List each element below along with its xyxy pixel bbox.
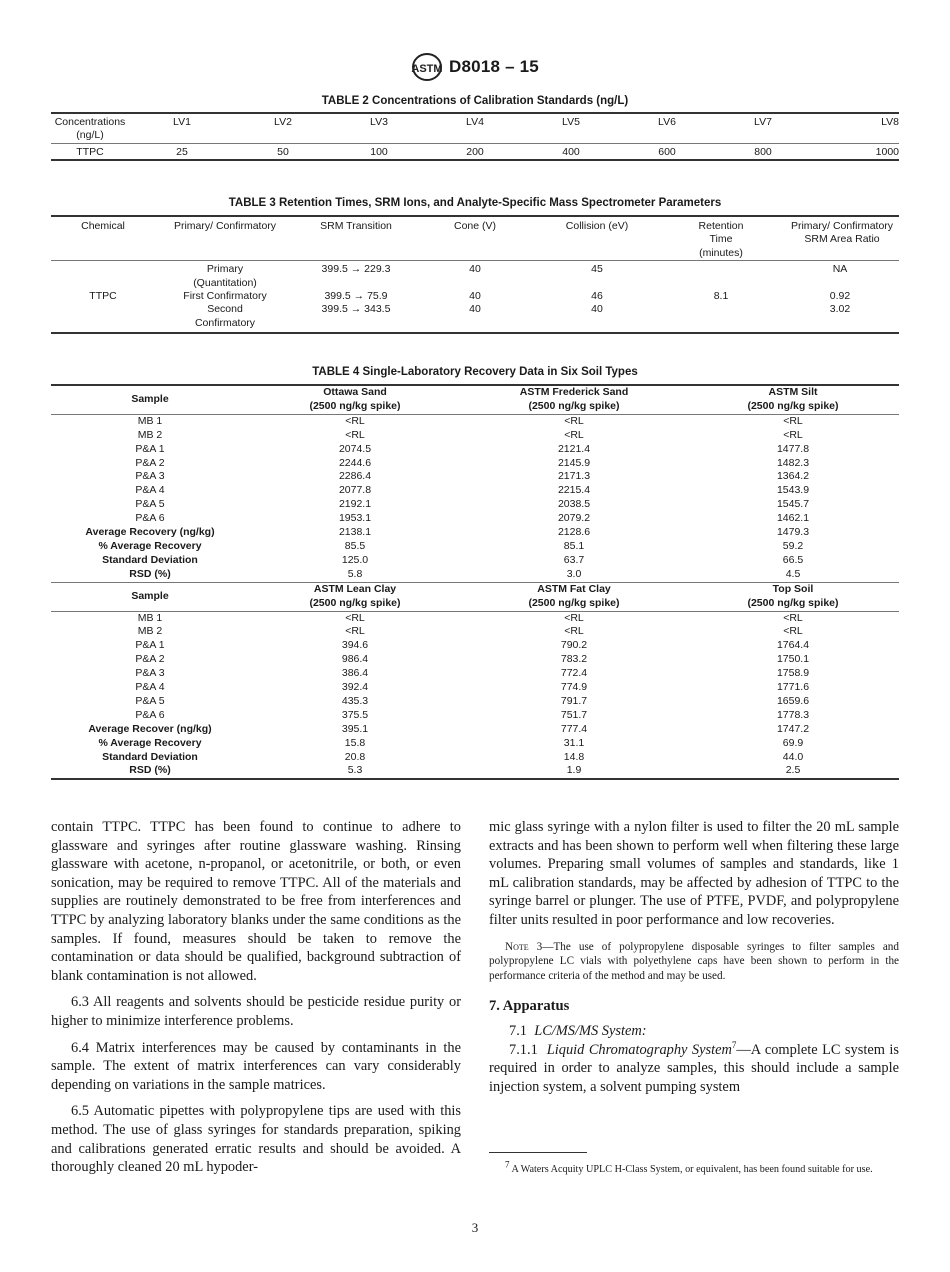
- table2-header-cell: LV7: [715, 113, 811, 143]
- section-heading-apparatus: 7. Apparatus: [489, 998, 570, 1015]
- table2-cell: 25: [129, 143, 235, 160]
- table4-cell: 1778.3: [776, 708, 810, 721]
- table4-row-label: P&A 5: [135, 498, 165, 511]
- table4-row-label: P&A 4: [135, 484, 165, 497]
- table4-cell: 20.8: [344, 750, 366, 763]
- table4-row: [51, 512, 899, 526]
- table4-row: [51, 470, 899, 484]
- table3-ratio: 0.92: [829, 290, 851, 303]
- table4-column-header: [687, 385, 899, 414]
- paragraph-6-5-continued: mic glass syringe with a nylon filter is used to filter the 20 mL sample extracts and has been shown to perform well when filtering these large volumes. Preparing small volumes of samples and standards, like 1 mL calibration standards, may be affected by adhesion of TTPC to the syringe barrel or plunger. The use of PTFE, PVDF, and polypropylene filter units resulted in poor performance and low recoveries.: [489, 819, 899, 928]
- table3-srm: 399.5 → 75.9: [324, 290, 388, 303]
- table2-cell: 100: [331, 143, 427, 160]
- table4-row-label: P&A 4: [135, 681, 165, 694]
- table4-row-label: P&A 1: [135, 442, 165, 455]
- table4-cell: 375.5: [341, 708, 369, 721]
- table4-cell: 2244.6: [338, 456, 372, 469]
- paragraph-6-4: 6.4 Matrix interferences may be caused by contaminants in the sample. The extent of matrix interferences can vary considerably depending on variations in the sample matrices.: [51, 1039, 461, 1093]
- table4-cell: 774.9: [560, 681, 588, 694]
- table4-cell: 435.3: [341, 694, 369, 707]
- table2-header-cell: LV1: [129, 113, 235, 143]
- soil-type-label: ASTM Fat Clay: [537, 582, 611, 595]
- table4-cell: 2074.5: [338, 442, 372, 455]
- table4: [51, 384, 899, 780]
- paragraph-6-3: 6.3 All reagents and solvents should be pesticide residue purity or higher to minimize interference problems.: [51, 994, 461, 1029]
- table3-header-cell: Cone (V): [417, 216, 533, 261]
- spike-label: (2500 ng/kg spike): [747, 399, 839, 412]
- table4-cell: 2038.5: [557, 498, 591, 511]
- table4-row-label: P&A 6: [135, 512, 165, 525]
- note-3: [489, 940, 899, 984]
- table4-cell: 1750.1: [776, 653, 810, 666]
- table4-row-label: % Average Recovery: [98, 539, 202, 552]
- table3-chemical: TTPC: [51, 261, 155, 334]
- table3-cone: 40: [417, 261, 533, 290]
- footnote-marker: 7: [505, 1159, 510, 1170]
- table4-cell: <RL: [564, 625, 584, 638]
- table4-row-label: Average Recover (ng/kg): [88, 722, 212, 735]
- svg-text:ASTM: ASTM: [411, 63, 443, 75]
- clause-text: —A complete LC system is required in order to analyze samples, this should include a sample injection system, a solvent pumping system: [489, 1041, 899, 1095]
- table4-cell: 3.0: [566, 567, 582, 580]
- table4-row-label: P&A 3: [135, 470, 165, 483]
- table4-cell: 1462.1: [776, 512, 810, 525]
- table4-cell: 1543.9: [776, 484, 810, 497]
- table3-collision: 46: [591, 290, 603, 303]
- table4-title: TABLE 4 Single-Laboratory Recovery Data in Six Soil Types: [312, 366, 638, 378]
- table4-header-row: [51, 582, 899, 611]
- table4-cell: 395.1: [341, 722, 369, 735]
- table4-cell: 1747.2: [776, 722, 810, 735]
- table4-cell: 69.9: [782, 736, 804, 749]
- table3-header-cell: Chemical: [51, 216, 155, 261]
- table4-cell: 1364.2: [776, 470, 810, 483]
- table4-cell: <RL: [687, 611, 899, 625]
- table4-cell: 392.4: [341, 681, 369, 694]
- table4-cell: <RL: [345, 625, 365, 638]
- clause-title: Liquid Chromatography System: [546, 1041, 732, 1058]
- table4-row: [51, 526, 899, 540]
- soil-type-label: Ottawa Sand: [323, 386, 387, 398]
- table2-cell: 50: [235, 143, 331, 160]
- table4-row: [51, 498, 899, 512]
- table4-column-header: [461, 582, 687, 611]
- table3-header-cell: Primary/ Confirmatory: [155, 216, 295, 261]
- table4-cell: 2192.1: [338, 498, 372, 511]
- table4-cell: 59.2: [782, 539, 804, 552]
- spike-label: (2500 ng/kg spike): [747, 596, 839, 609]
- table3-srm: 399.5 → 229.3: [295, 261, 417, 290]
- table4-row-label: MB 1: [51, 611, 249, 625]
- table4-column-header: [249, 582, 461, 611]
- table4-row: [51, 737, 899, 751]
- table3-header-cell: Retention Time (minutes): [661, 216, 781, 261]
- clause-title: LC/MS/MS System:: [534, 1022, 647, 1039]
- table4-cell: <RL: [249, 611, 461, 625]
- table4-cell: 4.5: [785, 567, 801, 580]
- table4-cell: 63.7: [563, 553, 585, 566]
- table3-title: TABLE 3 Retention Times, SRM Ions, and Analyte-Specific Mass Spectrometer Parameters: [228, 197, 722, 209]
- table4-cell: <RL: [461, 611, 687, 625]
- table4-row-label: P&A 3: [135, 667, 165, 680]
- table4-cell: 772.4: [560, 667, 588, 680]
- table4-cell: 2171.3: [557, 470, 591, 483]
- table3-type: Primary (Quantitation): [155, 261, 295, 290]
- page-header: [0, 52, 950, 87]
- table4-row: [51, 681, 899, 695]
- table4-row: [51, 653, 899, 667]
- soil-type-label: ASTM Lean Clay: [313, 582, 397, 595]
- table4-cell: 986.4: [341, 653, 369, 666]
- astm-logo-icon: [411, 52, 443, 82]
- table4-column-header: [687, 582, 899, 611]
- paragraph-6-2-continued: contain TTPC. TTPC has been found to continue to adhere to glassware and syringes after routine glassware washing. Rinsing glassware with acetone, n-propanol, or acetonitrile, or both, or even sonication, may be required to remove TTPC. All of the materials and supplies are routinely demonstrated to be free from interferences and TTPC by analyzing laboratory blanks under the same conditions as the samples. If found, measures should be taken to remove the contamination or data should be qualified, background subtraction of blank contamination is not allowed.: [51, 819, 461, 984]
- table4-cell: <RL: [783, 625, 803, 638]
- table3-type: Second Confirmatory: [155, 303, 295, 333]
- table4-block-1: [51, 385, 899, 582]
- table4-row: [51, 667, 899, 681]
- table2-header-cell: LV6: [619, 113, 715, 143]
- table2-cell: TTPC: [51, 143, 129, 160]
- table4-row: [51, 695, 899, 709]
- table2-cell: 200: [427, 143, 523, 160]
- table3-row: [51, 261, 899, 290]
- table4-cell: 66.5: [782, 553, 804, 566]
- table4-cell: 791.7: [560, 694, 588, 707]
- table4-cell: 2079.2: [557, 512, 591, 525]
- table4-cell: 751.7: [560, 708, 588, 721]
- table4-cell: 14.8: [563, 750, 585, 763]
- table4-row-label: MB 2: [137, 625, 163, 638]
- table2-header-cell: LV8: [811, 113, 899, 143]
- table2-cell: 1000: [811, 143, 899, 160]
- table4-cell: 1479.3: [776, 526, 810, 539]
- table4-row: [51, 414, 899, 428]
- table4-row-label: P&A 2: [135, 456, 165, 469]
- body-right-column: [489, 818, 899, 1096]
- spike-label: (2500 ng/kg spike): [528, 399, 620, 412]
- table4-row: [51, 568, 899, 582]
- table4-row-label: Standard Deviation: [102, 750, 198, 763]
- table4-row: [51, 443, 899, 457]
- table4-cell: 85.5: [344, 539, 366, 552]
- table4-row: [51, 723, 899, 737]
- table3-ratio: NA: [781, 261, 899, 290]
- table2-header-cell: LV4: [427, 113, 523, 143]
- soil-type-label: ASTM Silt: [768, 386, 818, 398]
- table4-column-header: [461, 385, 687, 414]
- table4-row-label: P&A 1: [135, 639, 165, 652]
- table4-cell: <RL: [345, 428, 365, 441]
- table4-cell: <RL: [461, 414, 687, 428]
- table4-cell: 44.0: [782, 750, 804, 763]
- table4-row: [51, 484, 899, 498]
- table4-cell: 1477.8: [776, 442, 810, 455]
- paragraph-7-1: [489, 1022, 899, 1041]
- table4-block-2: [51, 582, 899, 779]
- table2-cell: 600: [619, 143, 715, 160]
- table3-ratio: 3.02: [781, 303, 899, 333]
- table4-cell: 783.2: [560, 653, 588, 666]
- table3-header-row: [51, 216, 899, 261]
- table4-cell: 2286.4: [338, 470, 372, 483]
- table2-title: TABLE 2 Concentrations of Calibration Standards (ng/L): [321, 95, 629, 107]
- table3-cone: 40: [417, 303, 533, 333]
- table4-cell: 1545.7: [776, 498, 810, 511]
- table2-row: [51, 143, 899, 160]
- table3-type: First Confirmatory: [183, 290, 267, 303]
- note-label: Note 3: [505, 940, 543, 953]
- table4-header-row: [51, 385, 899, 414]
- table2-cell: 400: [523, 143, 619, 160]
- table4-cell: 2215.4: [557, 484, 591, 497]
- paragraph-6-5: 6.5 Automatic pipettes with polypropylene tips are used with this method. The use of glass syringes for standards preparation, spiking and calibrations generated erratic results and should be avoided. A thoroughly cleaned 20 mL hypoder-: [51, 1103, 461, 1176]
- clause-number: 7.1: [509, 1022, 527, 1039]
- table3-header-cell: Collision (eV): [533, 216, 661, 261]
- table2-header-cell: LV2: [235, 113, 331, 143]
- table4-row-label: MB 2: [137, 428, 163, 441]
- table4-column-header: [249, 385, 461, 414]
- table4-cell: 2128.6: [557, 526, 591, 539]
- table4-cell: 1758.9: [776, 667, 810, 680]
- table3-collision: 40: [533, 303, 661, 333]
- footnote-reference[interactable]: 7: [731, 1039, 737, 1050]
- table2-header-row: [51, 113, 899, 143]
- table4-cell: 790.2: [560, 639, 588, 652]
- table4-cell: 386.4: [341, 667, 369, 680]
- footnote-7: [489, 1159, 899, 1177]
- table4-row: [51, 611, 899, 625]
- table4-sample-header: Sample: [51, 582, 249, 611]
- table3-collision: 45: [533, 261, 661, 290]
- table4-sample-header: Sample: [51, 385, 249, 414]
- table2: [51, 112, 899, 161]
- table4-row: [51, 457, 899, 471]
- table4-cell: 1764.4: [776, 639, 810, 652]
- table4-cell: 1953.1: [338, 512, 372, 525]
- table4-cell: 2077.8: [338, 484, 372, 497]
- table4-cell: 777.4: [560, 722, 588, 735]
- table4-cell: 1482.3: [776, 456, 810, 469]
- table4-cell: 2.5: [687, 764, 899, 779]
- table4-row-label: P&A 6: [135, 708, 165, 721]
- table4-cell: 5.3: [249, 764, 461, 779]
- table4-row-label: Average Recovery (ng/kg): [85, 526, 215, 539]
- paragraph-7-1-1: [489, 1041, 899, 1097]
- table4-cell: 2121.4: [557, 442, 591, 455]
- page-number: 3: [471, 1220, 479, 1235]
- table4-cell: 5.8: [347, 567, 363, 580]
- table4-cell: <RL: [564, 428, 584, 441]
- footnote-text: A Waters Acquity UPLC H-Class System, or equivalent, has been found suitable for use.: [509, 1164, 873, 1175]
- table4-cell: 85.1: [563, 539, 585, 552]
- document-id: D8018 – 15: [449, 57, 539, 76]
- table3-cone: 40: [469, 290, 481, 303]
- table4-row: [51, 751, 899, 765]
- clause-number: 7.1.1: [509, 1041, 538, 1058]
- table4-row-label: Standard Deviation: [102, 553, 198, 566]
- table4-cell: <RL: [687, 414, 899, 428]
- table3-srm: 399.5 → 343.5: [295, 303, 417, 333]
- table4-row: [51, 554, 899, 568]
- table3-retention-time: 8.1: [661, 261, 781, 334]
- spike-label: (2500 ng/kg spike): [528, 596, 620, 609]
- soil-type-label: ASTM Frederick Sand: [519, 386, 629, 398]
- table4-row-label: P&A 5: [135, 694, 165, 707]
- table3: [51, 215, 899, 334]
- footnote-divider: [489, 1152, 587, 1153]
- table4-cell: 394.6: [341, 639, 369, 652]
- table4-cell: <RL: [783, 428, 803, 441]
- table3-header-cell: SRM Transition: [295, 216, 417, 261]
- table4-cell: 2138.1: [338, 526, 372, 539]
- table4-row: [51, 764, 899, 779]
- table4-cell: 2145.9: [557, 456, 591, 469]
- table2-header-cell: LV3: [331, 113, 427, 143]
- table2-cell: 800: [715, 143, 811, 160]
- table4-row: [51, 709, 899, 723]
- note-text: —The use of polypropylene disposable syringes to filter samples and polypropylene LC vials with polyethylene caps have been shown to perform in the performance criteria of the method and may be used.: [489, 940, 899, 982]
- table4-row-label: MB 1: [51, 414, 249, 428]
- table4-row: [51, 540, 899, 554]
- table4-row-label: RSD (%): [51, 764, 249, 779]
- table4-cell: <RL: [249, 414, 461, 428]
- table4-cell: 31.1: [563, 736, 585, 749]
- soil-type-label: Top Soil: [772, 582, 814, 595]
- table4-cell: 1659.6: [776, 694, 810, 707]
- table4-cell: 1.9: [461, 764, 687, 779]
- table3-header-cell: Primary/ Confirmatory SRM Area Ratio: [781, 216, 899, 261]
- spike-label: (2500 ng/kg spike): [309, 596, 401, 609]
- table2-header-cell: Concentrations (ng/L): [51, 113, 129, 143]
- table4-cell: 15.8: [344, 736, 366, 749]
- table4-row-label: % Average Recovery: [98, 736, 202, 749]
- table4-row-label: P&A 2: [135, 653, 165, 666]
- spike-label: (2500 ng/kg spike): [309, 399, 401, 412]
- table4-row-label: RSD (%): [129, 567, 171, 580]
- table4-row: [51, 639, 899, 653]
- table4-row: [51, 625, 899, 639]
- table4-cell: 125.0: [341, 553, 369, 566]
- table2-header-cell: LV5: [523, 113, 619, 143]
- table4-cell: 1771.6: [776, 681, 810, 694]
- body-left-column: [51, 818, 461, 1177]
- table4-row: [51, 429, 899, 443]
